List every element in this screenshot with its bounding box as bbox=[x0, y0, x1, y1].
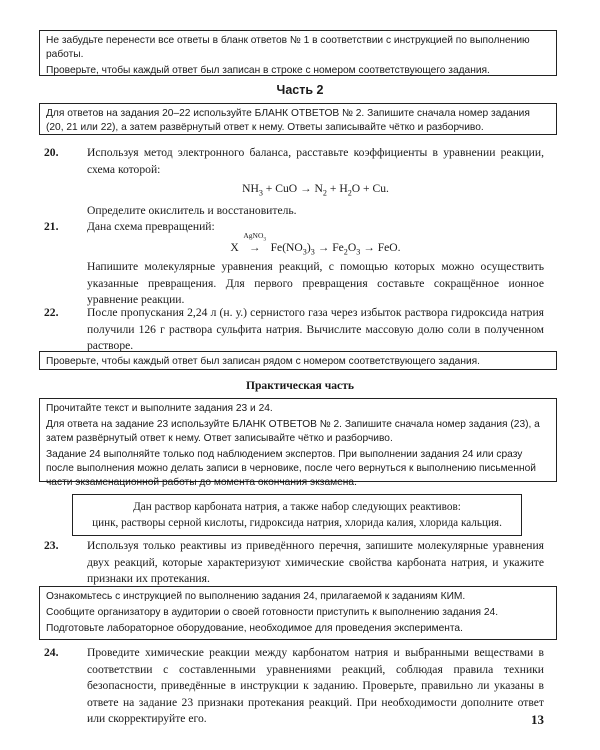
top-notice-box bbox=[39, 30, 557, 76]
practical-title: Практическая часть bbox=[245, 379, 355, 392]
check-notice: Проверьте, чтобы каждый ответ был записан рядом с номером соответствующего задания. bbox=[46, 356, 480, 367]
task-21-intro: Дана схема превращений: bbox=[87, 220, 215, 233]
task-24-number: 24. bbox=[44, 646, 59, 659]
task-21-chain: X AgNO$_3$ → $Fe(NO_3)_3 \to Fe_2O_3$ → FeO. bbox=[230, 230, 401, 256]
arrow-icon: → bbox=[363, 240, 375, 254]
task-23 bbox=[44, 538, 544, 588]
task-22 bbox=[44, 305, 544, 355]
lab-notice-l3: Подготовьте лабораторное оборудование, необходимое для проведения эксперимента. bbox=[46, 623, 463, 634]
task-20-number: 20. bbox=[44, 146, 59, 159]
reagents-box bbox=[72, 494, 522, 536]
task-22-text: После пропускания 2,24 л (н. у.) сернистого газа через избыток раствора гидроксида натрия получили 126 г раствора сульфита натрия. Вычислите массовую долю соли в полученном растворе. bbox=[87, 306, 544, 352]
practical-instruction-box bbox=[39, 398, 557, 488]
part2-instruction: Для ответов на задания 20–22 используйте БЛАНК ОТВЕТОВ № 2. Запишите сначала номер задания (20, 21 или 22), а затем развёрнутый ответ к нему. Ответы записывайте чётко и разборчиво. bbox=[46, 108, 530, 133]
lab-notice-l1: Ознакомьтесь с инструкцией по выполнению задания 24, прилагаемой к заданиям КИМ. bbox=[46, 591, 466, 602]
part2-title: Часть 2 bbox=[276, 83, 324, 97]
task-20 bbox=[44, 145, 544, 217]
task-23-number: 23. bbox=[44, 539, 59, 552]
task-20-equation: $NH_3$ + CuO → $N_2 + H_2O + Cu$. bbox=[242, 182, 389, 198]
task-21 bbox=[44, 219, 544, 306]
task-20-question: Определите окислитель и восстановитель. bbox=[87, 203, 297, 217]
top-notice-line2: Проверьте, чтобы каждый ответ был записан в строке с номером соответствующего задания. bbox=[46, 65, 490, 76]
task-22-number: 22. bbox=[44, 306, 59, 319]
task-20-text: Используя метод электронного баланса, расставьте коэффициенты в уравнении реакции, схема которой: bbox=[87, 146, 544, 176]
reagents-line1: Дан раствор карбоната натрия, а также набор следующих реактивов: bbox=[133, 501, 461, 513]
check-notice-box bbox=[39, 351, 557, 370]
arrow-icon: → bbox=[317, 240, 330, 254]
task-23-text: Используя только реактивы из приведённого перечня, запишите молекулярные уравнения двух реакций, которые характеризуют химические свойства карбоната натрия, и укажите признаки их протекания. bbox=[87, 539, 544, 585]
practical-p1: Прочитайте текст и выполните задания 23 и 24. bbox=[46, 403, 273, 414]
page-number: 13 bbox=[531, 712, 544, 727]
part2-instruction-box bbox=[39, 103, 557, 135]
lab-notice-box bbox=[39, 586, 557, 640]
task-21-text: Напишите молекулярные уравнения реакций, с помощью которых можно осуществить указанные превращения. Для первого превращения составьте сокращённое ионное уравнение реакции. bbox=[87, 260, 544, 306]
top-notice-line1: Не забудьте перенести все ответы в бланк ответов № 1 в соответствии с инструкцией по выполнению работы. bbox=[46, 35, 530, 60]
practical-p2: Для ответа на задание 23 используйте БЛАНК ОТВЕТОВ № 2. Запишите сначала номер задания (23), а затем развёрнутый ответ к нему. Ответ записывайте чётко и разборчиво. bbox=[46, 419, 540, 444]
task-21-number: 21. bbox=[44, 220, 59, 233]
arrow-icon: AgNO$_3$ → bbox=[243, 230, 266, 254]
reagents-line2: цинк, растворы серной кислоты, гидроксида натрия, хлорида калия, хлорида кальция. bbox=[92, 517, 502, 529]
lab-notice-l2: Сообщите организатору в аудитории о своей готовности приступить к выполнению задания 24. bbox=[46, 607, 499, 618]
practical-p3: Задание 24 выполняйте только под наблюдением экспертов. При выполнении задания 24 или сразу после выполнения можно делать записи в черновике, после чего вернуться к выполнению письменной части экзаменационной работы до момента окончания экзамена. bbox=[46, 449, 536, 488]
task-24-text: Проведите химические реакции между карбонатом натрия и выбранными веществами в соответствии с составленными уравнениями реакций, соблюдая правила техники безопасности, приведённые в инструкции к заданию. Проверьте, правильно ли указаны в ответе на задание 23 признаки протекания реакций. При необходимости дополните ответ или скорректируйте его. bbox=[87, 646, 544, 725]
